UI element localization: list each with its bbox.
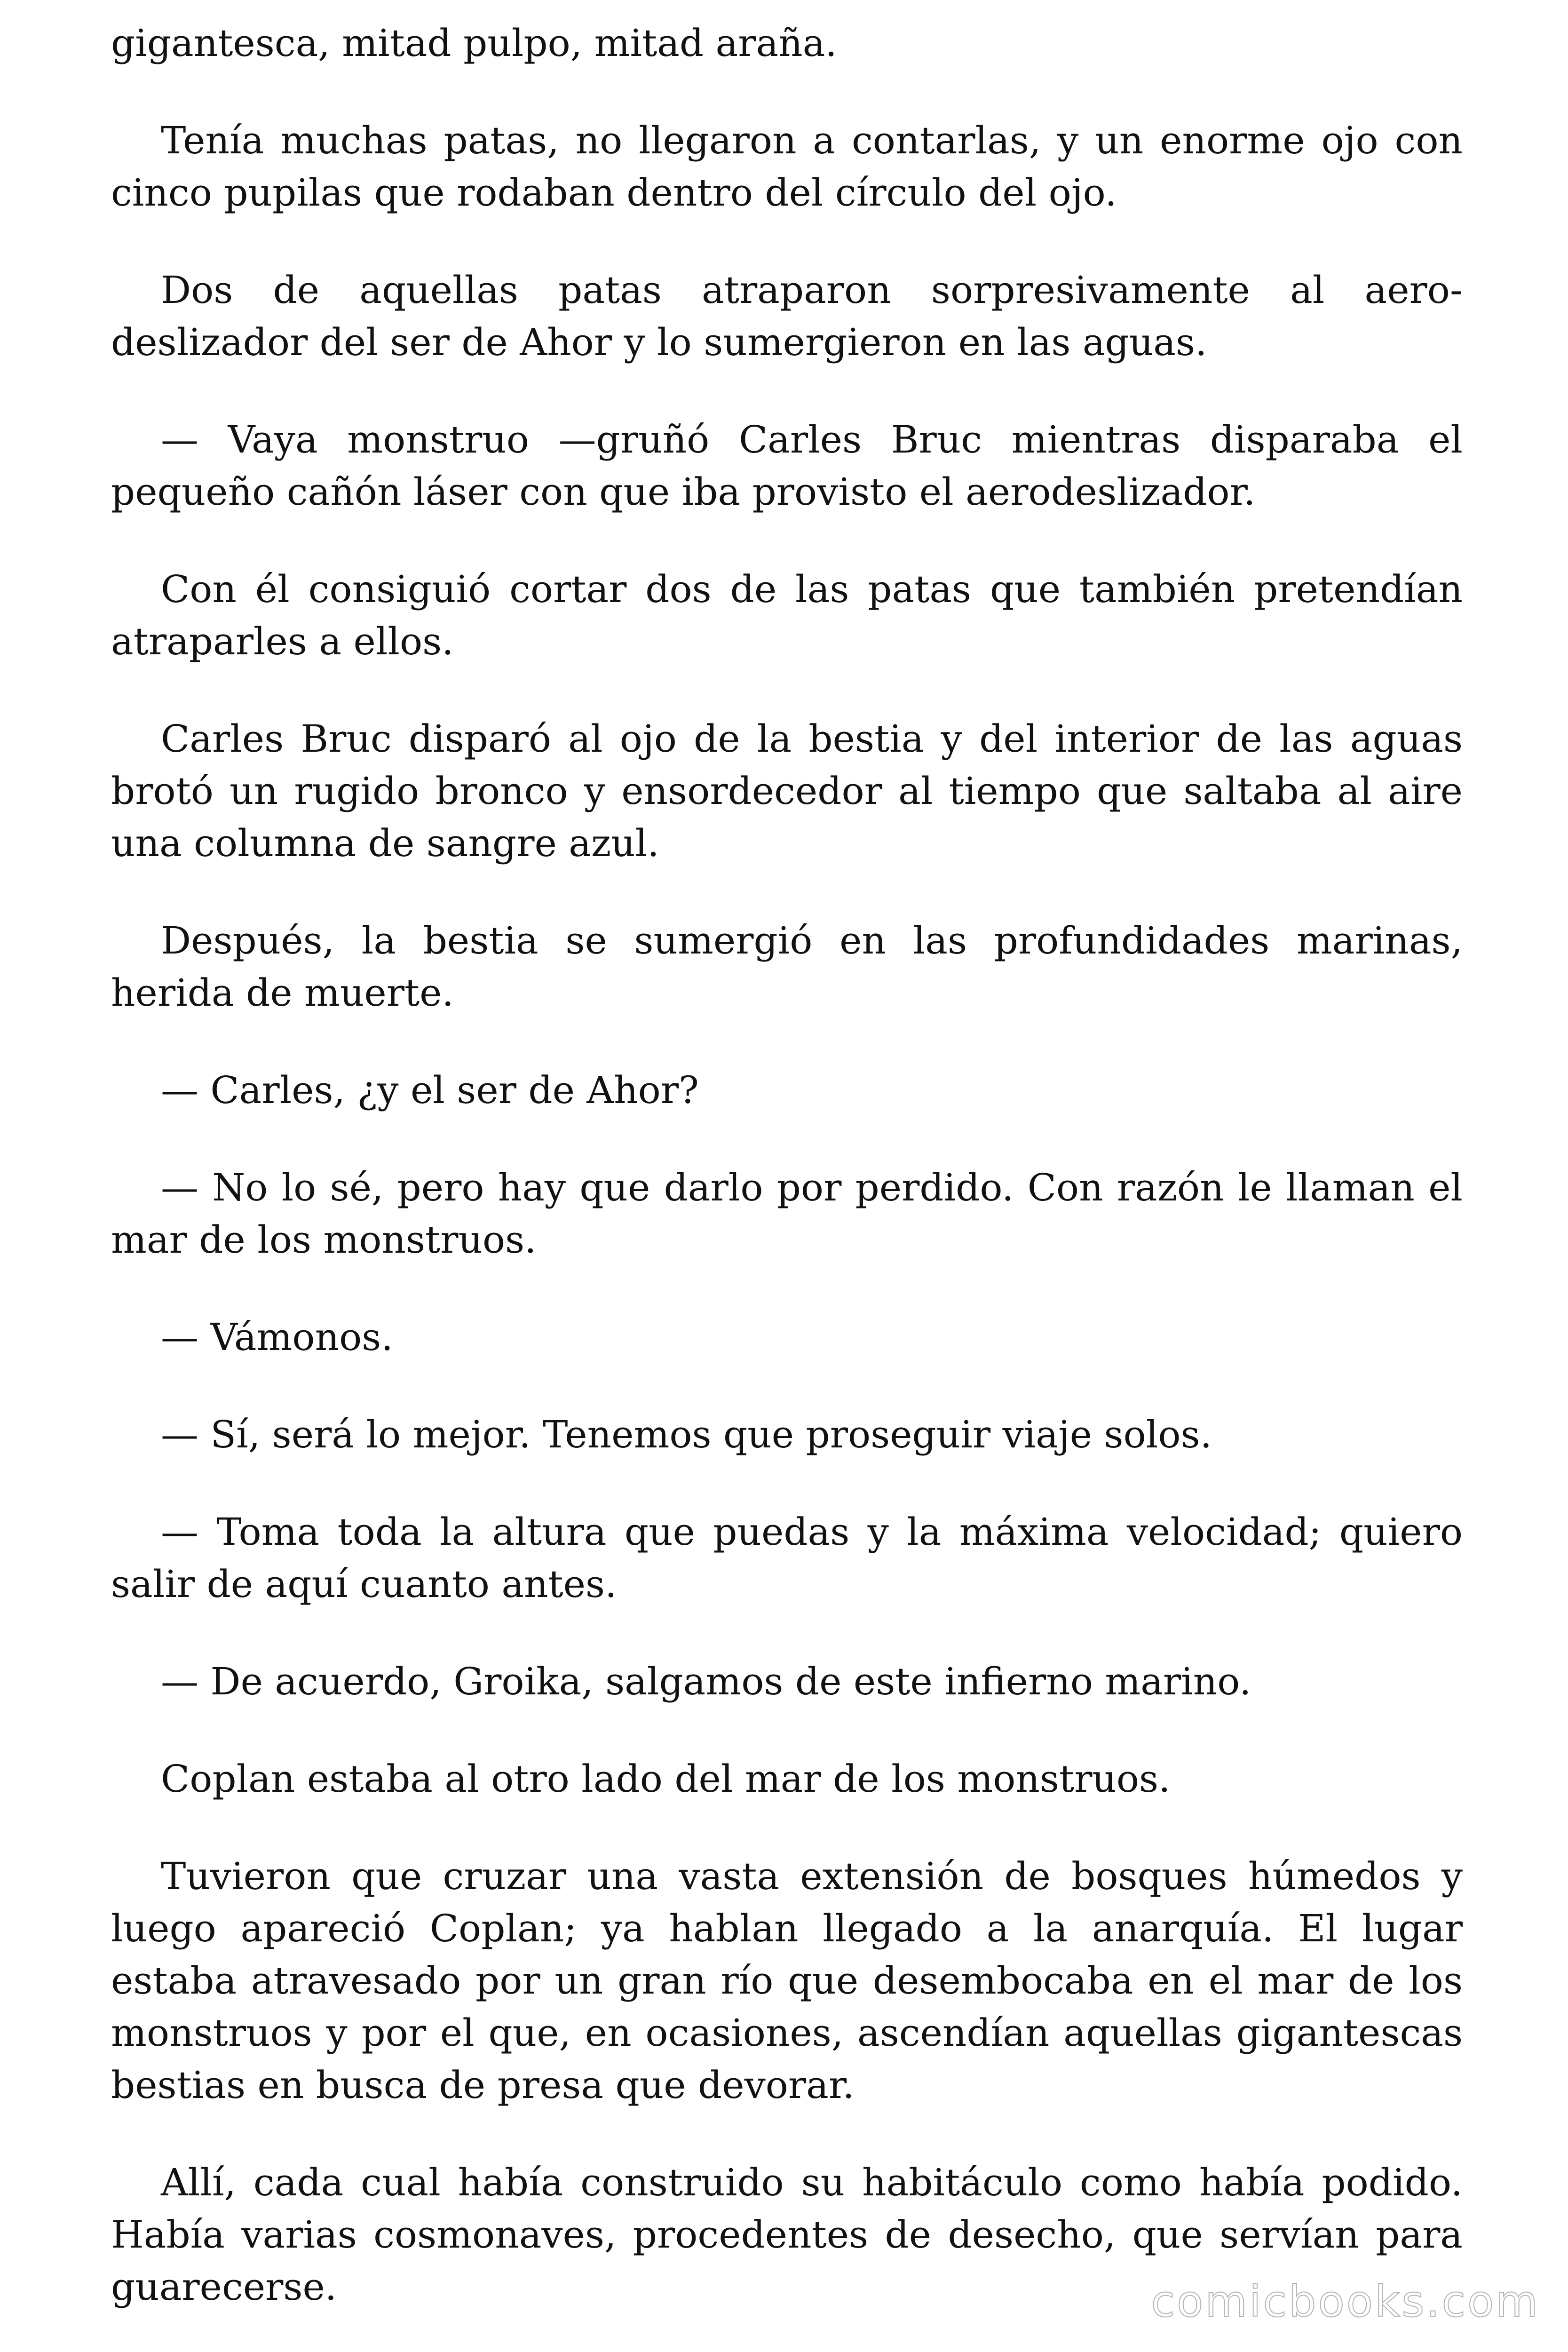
- paragraph-13: — De acuerdo, Groika, salgamos de este infierno marino.: [161, 1660, 1251, 1703]
- paragraph-5: Con él consiguió cortar dos de las patas que también pretendían atraparles a ellos.: [111, 567, 1463, 663]
- paragraph-2: Tenía muchas patas, no llegaron a contarlas, y un enorme ojo con cinco pupilas que rodaban dentro del círculo del ojo.: [111, 119, 1463, 215]
- paragraph-9: — No lo sé, pero hay que darlo por perdido. Con razón le llaman el mar de los monstruos.: [111, 1166, 1463, 1262]
- page-text: [111, 17, 1463, 2352]
- paragraph-4: — Vaya monstruo —gruñó Carles Bruc mientras disparaba el pequeño cañón láser con que iba provisto el aerodeslizador.: [111, 418, 1463, 514]
- paragraph-6: Carles Bruc disparó al ojo de la bestia y del interior de las aguas brotó un rugido bronco y ensordecedor al tiempo que saltaba al aire una columna de sangre azul.: [111, 717, 1463, 865]
- watermark: comicbooks.com: [1151, 2276, 1540, 2327]
- paragraph-7: Después, la bestia se sumergió en las profundidades marinas, herida de muerte.: [111, 919, 1463, 1015]
- paragraph-15: Tuvieron que cruzar una vasta extensión de bosques húmedos y luego apareció Coplan; ya hablan llegado a la anarquía. El lugar estaba atravesado por un gran río que desembocaba en el mar de los monstruos y por el que, en ocasiones, ascendían aquellas gigantescas bestias en busca de presa que devorar.: [111, 1854, 1463, 2107]
- paragraph-16: Allí, cada cual había construido su habitáculo como había podido. Había varias cosmonaves, procedentes de desecho, que servían para guarecerse.: [111, 2161, 1463, 2309]
- paragraph-14: Coplan estaba al otro lado del mar de los monstruos.: [161, 1757, 1171, 1801]
- paragraph-12: — Toma toda la altura que puedas y la máxima velocidad; quiero salir de aquí cuanto antes.: [111, 1510, 1463, 1606]
- paragraph-3: Dos de aquellas patas atraparon sorpresivamente al aero-deslizador del ser de Ahor y lo sumergieron en las aguas.: [111, 268, 1463, 364]
- paragraph-1: gigantesca, mitad pulpo, mitad araña.: [111, 21, 837, 65]
- paragraph-8: — Carles, ¿y el ser de Ahor?: [161, 1068, 699, 1112]
- paragraph-11: — Sí, será lo mejor. Tenemos que proseguir viaje solos.: [161, 1413, 1212, 1456]
- paragraph-10: — Vámonos.: [161, 1315, 393, 1359]
